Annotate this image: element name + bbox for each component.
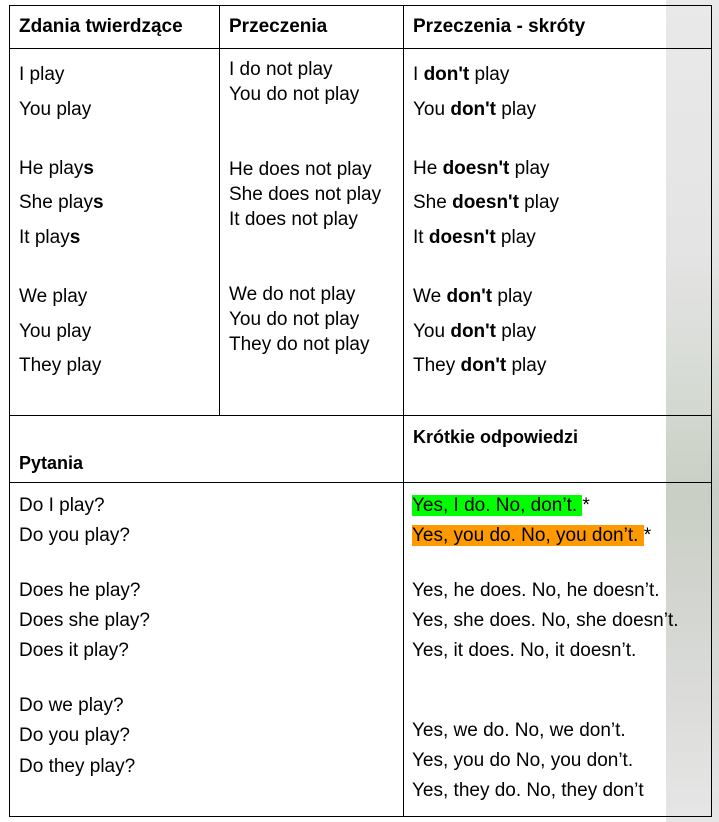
affirmative-line: You play	[19, 321, 92, 342]
short-negative-line: He doesn't play	[413, 158, 550, 179]
header-divider	[10, 48, 711, 49]
question-line: Do you play?	[19, 525, 130, 546]
negative-line: They do not play	[229, 334, 370, 355]
short-negative-line: They don't play	[413, 355, 547, 376]
col-divider-1	[219, 6, 220, 415]
short-negative-line: You don't play	[413, 99, 537, 120]
question-line: Does it play?	[19, 640, 129, 661]
negative-line: She does not play	[229, 184, 382, 205]
question-line: Does she play?	[19, 610, 150, 631]
questions-header-divider	[10, 482, 711, 483]
answer-line-highlighted: Yes, I do. No, don’t. *	[412, 495, 590, 516]
header-short-negative: Przeczenia - skróty	[413, 16, 586, 37]
answer-line: Yes, she does. No, she doesn’t.	[412, 610, 679, 631]
question-line: Does he play?	[19, 580, 141, 601]
affirmative-line: You play	[19, 99, 92, 120]
answer-line: Yes, he does. No, he doesn’t.	[412, 580, 660, 601]
affirmative-line: It plays	[19, 227, 81, 248]
question-line: Do they play?	[19, 756, 136, 777]
affirmative-line: I play	[19, 64, 65, 85]
negative-line: We do not play	[229, 284, 356, 305]
grammar-table	[9, 5, 712, 817]
affirmative-line: They play	[19, 355, 102, 376]
negative-line: You do not play	[229, 84, 360, 105]
negative-line: I do not play	[229, 59, 333, 80]
short-negative-line: We don't play	[413, 286, 533, 307]
answer-line: Yes, we do. No, we don’t.	[412, 720, 626, 741]
answers-header: Krótkie odpowiedzi	[413, 427, 579, 447]
affirmative-line: He plays	[19, 158, 94, 179]
col-divider-2	[403, 6, 404, 816]
affirmative-line: We play	[19, 286, 88, 307]
short-negative-line: I don't play	[413, 64, 510, 85]
question-line: Do I play?	[19, 495, 105, 516]
affirmative-line: She plays	[19, 192, 104, 213]
short-negative-line: She doesn't play	[413, 192, 560, 213]
negative-line: You do not play	[229, 309, 360, 330]
short-negative-line: It doesn't play	[413, 227, 536, 248]
green-highlight: Yes, I do. No, don’t.	[412, 495, 583, 516]
negative-line: It does not play	[229, 209, 358, 230]
orange-highlight: Yes, you do. No, you don’t.	[412, 525, 644, 546]
question-line: Do you play?	[19, 725, 130, 746]
section-divider	[10, 415, 711, 416]
question-line: Do we play?	[19, 695, 124, 716]
answer-line-highlighted: Yes, you do. No, you don’t. *	[412, 525, 652, 546]
answer-line: Yes, it does. No, it doesn’t.	[412, 640, 637, 661]
header-affirmative: Zdania twierdzące	[19, 16, 183, 37]
short-negative-line: You don't play	[413, 321, 537, 342]
header-negative: Przeczenia	[229, 16, 328, 37]
negative-line: He does not play	[229, 159, 372, 180]
answer-line: Yes, you do No, you don’t.	[412, 750, 634, 771]
answer-line: Yes, they do. No, they don’t	[412, 780, 644, 801]
questions-header: Pytania	[19, 453, 84, 473]
